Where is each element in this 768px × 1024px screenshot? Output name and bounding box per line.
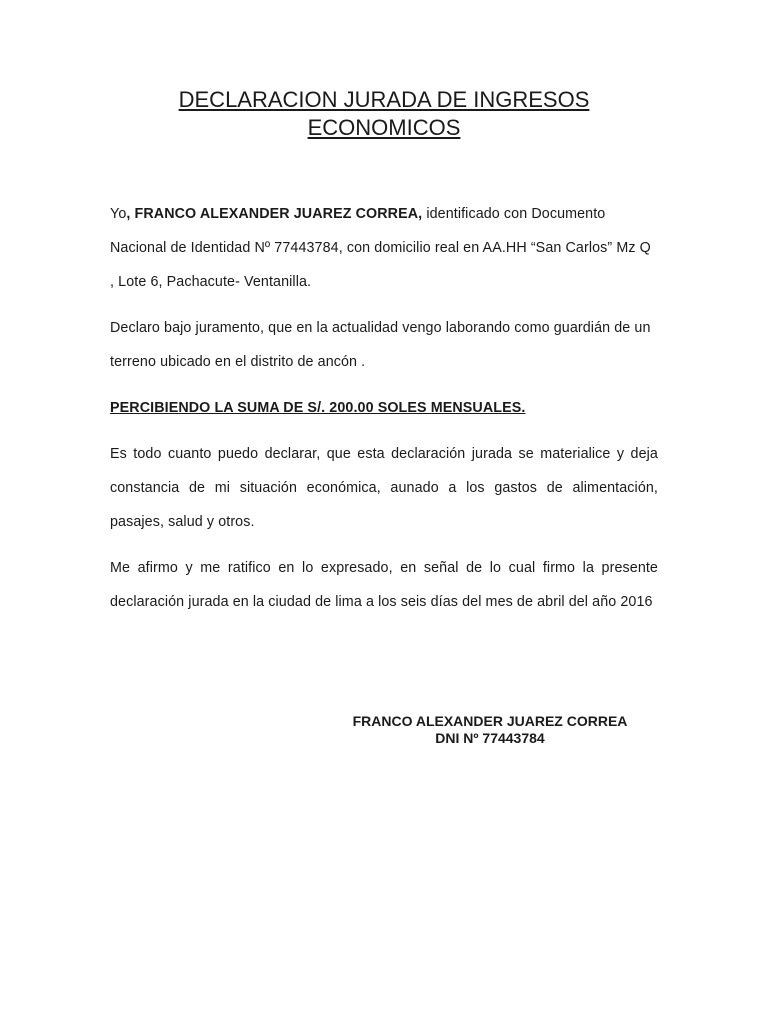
signature-dni: DNI Nº 77443784 (435, 730, 545, 746)
signature-name: FRANCO ALEXANDER JUAREZ CORREA (352, 713, 628, 729)
document-body (110, 197, 658, 631)
paragraph-declaration: Es todo cuanto puedo declarar, que esta declaración jurada se materialice y deja constancia de mi situación económica, aunado a los gastos de alimentación, pasajes, salud y otros. (110, 446, 658, 530)
paragraph-employment: Declaro bajo juramento, que en la actualidad vengo laborando como guardián de un terreno ubicado en el distrito de ancón . (110, 320, 651, 370)
paragraph-income: PERCIBIENDO LA SUMA DE S/. 200.00 SOLES MENSUALES. (110, 400, 526, 416)
paragraph-identity-prefix: Yo (110, 206, 127, 222)
paragraph-identity-text: identificado con Documento Nacional de Identidad Nº 77443784, con domicilio real en AA.HH “San Carlos” Mz Q , Lote 6, Pachacute- Ventanilla. (110, 206, 651, 290)
document-title (0, 86, 768, 142)
title-line-2: ECONOMICOS (307, 115, 461, 140)
paragraph-identity (110, 197, 658, 299)
paragraph-ratification: Me afirmo y me ratifico en lo expresado, en señal de lo cual firmo la presente declaración jurada en la ciudad de lima a los seis días del mes de abril del año 2016 (110, 560, 658, 610)
declarant-name: , FRANCO ALEXANDER JUAREZ CORREA, (126, 206, 423, 222)
signature-block (320, 713, 660, 747)
title-line-1: DECLARACION JURADA DE INGRESOS (178, 87, 590, 112)
